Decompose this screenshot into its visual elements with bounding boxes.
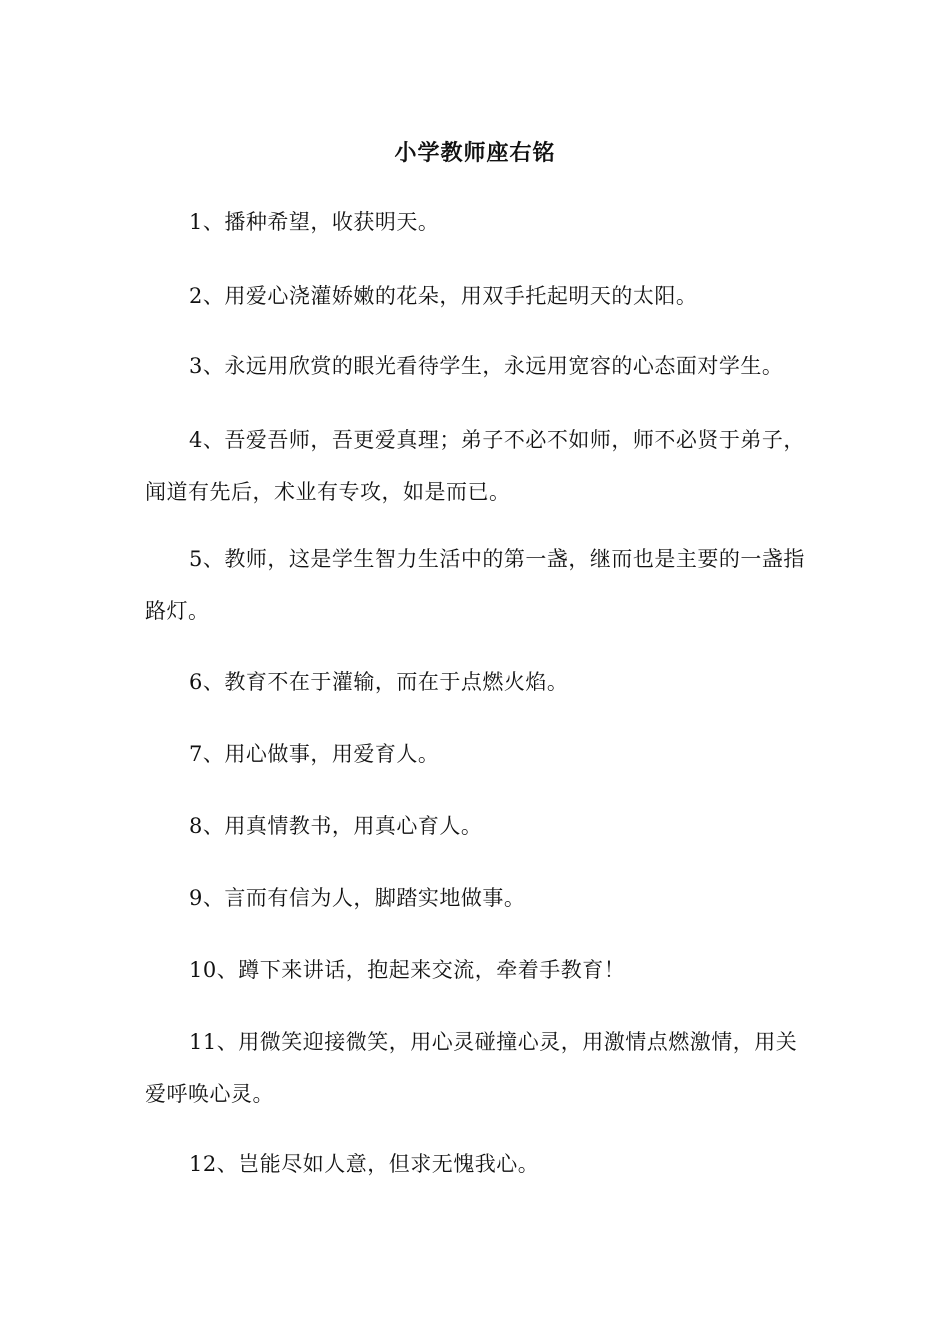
list-item-1: 1、播种希望，收获明天。: [189, 210, 440, 234]
list-item-8: 8、用真情教书，用真心育人。: [189, 814, 483, 838]
list-item-3: 3、永远用欣赏的眼光看待学生，永远用宽容的心态面对学生。: [189, 354, 784, 378]
list-item-9: 9、言而有信为人，脚踏实地做事。: [189, 886, 526, 910]
document-title: 小学教师座右铭: [394, 140, 556, 166]
list-item-2: 2、用爱心浇灌娇嫩的花朵，用双手托起明天的太阳。: [189, 284, 698, 308]
list-item-6: 6、教育不在于灌输，而在于点燃火焰。: [189, 670, 569, 694]
list-item-12: 12、岂能尽如人意，但求无愧我心。: [189, 1152, 540, 1176]
list-item-10: 10、蹲下来讲话，抱起来交流，牵着手教育！: [189, 958, 626, 982]
list-item-11: 11、用微笑迎接微笑，用心灵碰撞心灵，用激情点燃激情，用关爱呼唤心灵。: [145, 1030, 798, 1106]
list-item-5: 5、教师，这是学生智力生活中的第一盏，继而也是主要的一盏指路灯。: [145, 547, 805, 623]
list-item-4: 4、吾爱吾师，吾更爱真理；弟子不必不如师，师不必贤于弟子，闻道有先后，术业有专攻，如是而已。: [145, 428, 805, 504]
list-item-7: 7、用心做事，用爱育人。: [189, 742, 440, 766]
